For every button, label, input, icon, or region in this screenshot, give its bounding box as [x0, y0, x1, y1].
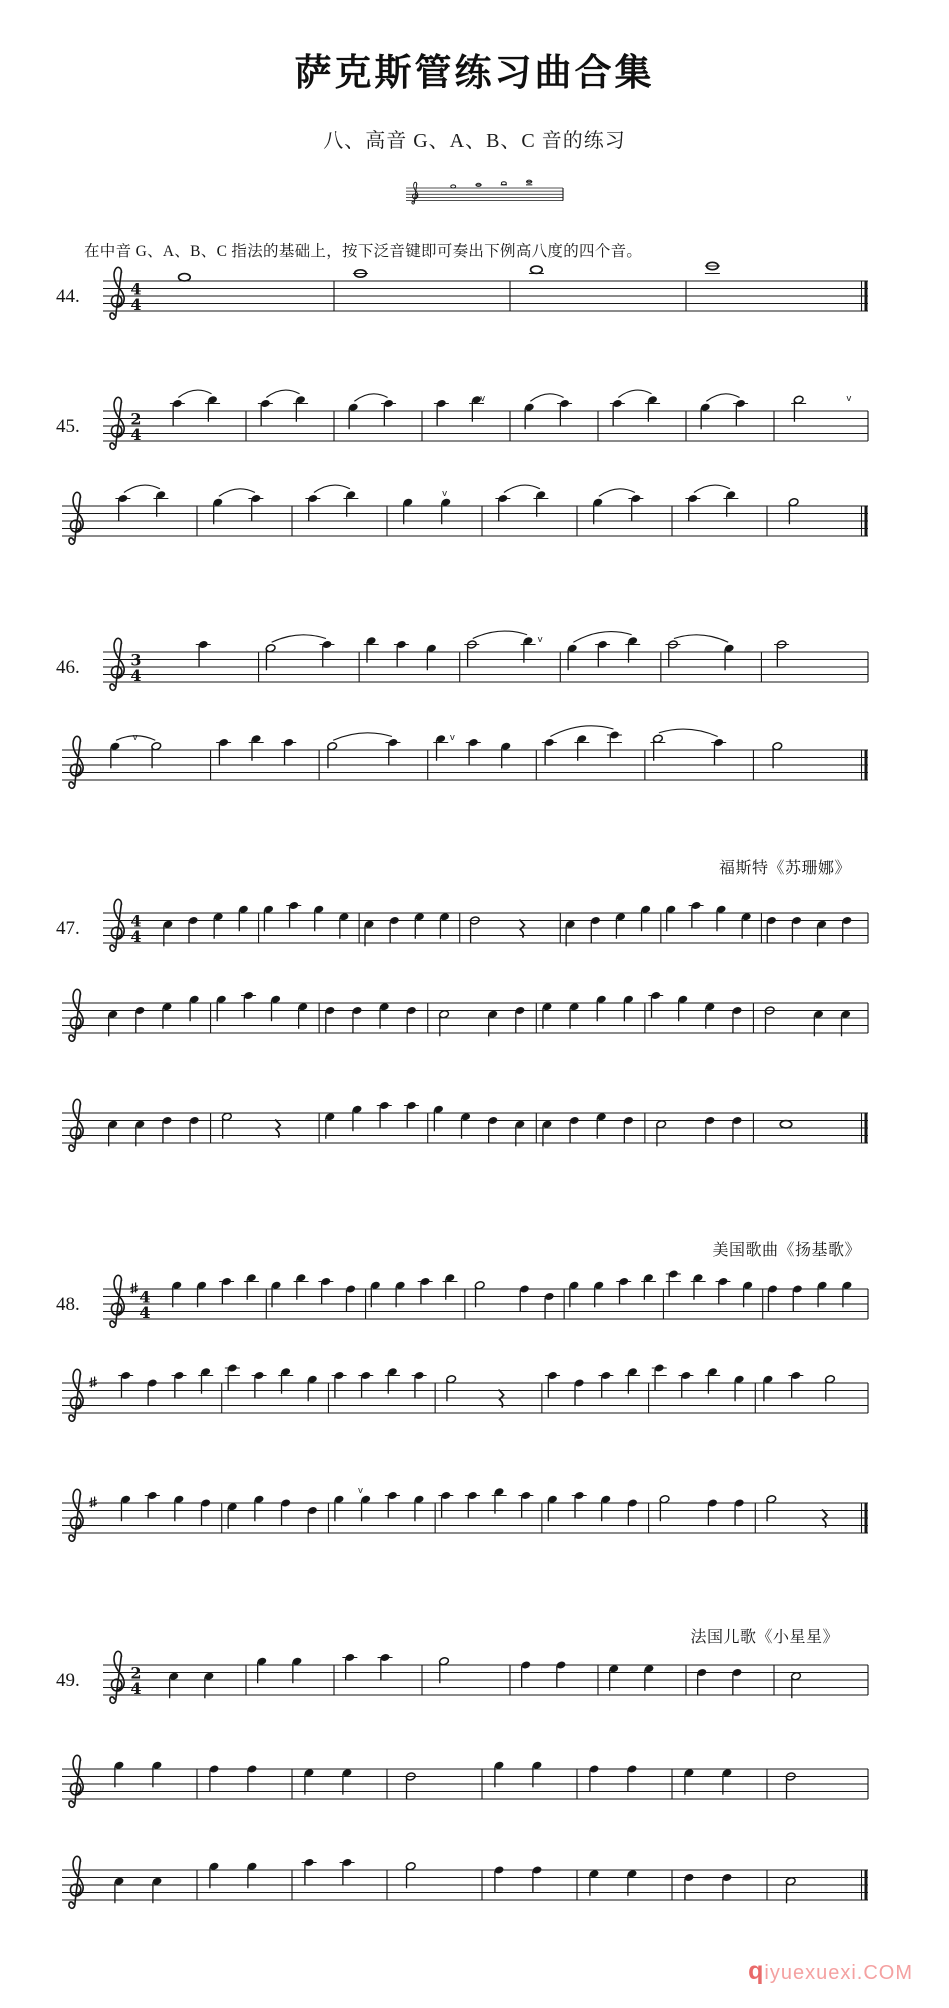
breath-mark: v — [358, 1485, 363, 1496]
treble-clef-icon — [110, 899, 124, 951]
staff-lines — [62, 1769, 868, 1799]
svg-text:4: 4 — [130, 425, 142, 444]
whole-note — [179, 274, 191, 281]
time-signature — [130, 410, 141, 445]
sharp-icon — [89, 1497, 96, 1508]
time-signature — [139, 1288, 150, 1323]
notes — [163, 901, 852, 946]
whole-note — [451, 185, 456, 188]
staff-lines — [406, 188, 563, 201]
quarter-rest — [520, 920, 525, 937]
annotation-susanna: 福斯特《苏珊娜》 — [718, 860, 851, 877]
treble-clef-icon — [110, 638, 124, 690]
exercise-number: 45. — [56, 416, 80, 437]
staff-lines — [103, 411, 868, 441]
treble-clef-icon — [69, 736, 83, 788]
slur — [550, 726, 613, 737]
staff-lines — [103, 652, 868, 682]
notes — [196, 636, 789, 670]
notes — [179, 262, 720, 281]
svg-text:2: 2 — [130, 409, 142, 429]
svg-text:4: 4 — [139, 1303, 151, 1322]
treble-clef-icon — [69, 492, 83, 544]
notes — [118, 1363, 835, 1407]
svg-text:4: 4 — [130, 1679, 142, 1698]
whole-note — [501, 182, 506, 185]
annotation-little-star: 法国儿歌《小星星》 — [690, 1629, 839, 1646]
music-system-ex49-line3 — [0, 1830, 949, 1948]
music-system-ex44-line1 — [0, 241, 949, 359]
staff-lines — [103, 281, 868, 311]
staff-lines — [62, 506, 868, 536]
staff-lines — [62, 750, 868, 780]
slur — [272, 635, 326, 642]
staff-lines — [103, 1289, 868, 1319]
time-signature — [130, 280, 141, 315]
slur — [266, 390, 299, 397]
treble-clef-icon — [110, 397, 124, 449]
staff-lines — [62, 1870, 868, 1900]
slur — [674, 635, 728, 642]
notes — [108, 991, 851, 1036]
breath-mark: v — [442, 488, 448, 499]
exercise-number: 44. — [56, 286, 80, 307]
slur — [573, 632, 631, 643]
staff-lines — [62, 1383, 868, 1413]
page-title: 萨克斯管练习曲合集 — [294, 53, 655, 94]
slur — [659, 729, 718, 736]
slur — [504, 485, 540, 492]
breath-mark: v — [450, 732, 455, 743]
sharp-icon — [130, 1283, 137, 1294]
music-system-ex47-line3 — [0, 1073, 949, 1191]
exercise-number: 47. — [56, 918, 80, 939]
breath-mark: v — [846, 393, 852, 404]
music-system-ex48-line2 — [0, 1343, 949, 1461]
treble-clef-icon — [69, 1489, 83, 1541]
quarter-rest — [822, 1510, 827, 1527]
quarter-rest — [499, 1390, 504, 1407]
watermark-first-letter: q — [748, 1957, 765, 1985]
svg-text:4: 4 — [130, 279, 142, 299]
exercise-number: 48. — [56, 1294, 80, 1315]
slur — [694, 485, 730, 492]
treble-clef-icon — [69, 989, 83, 1041]
svg-text:4: 4 — [130, 295, 142, 314]
notes — [169, 1653, 802, 1698]
staff-lines — [62, 1503, 868, 1533]
slur — [530, 394, 563, 401]
treble-clef-icon — [69, 1099, 83, 1151]
breath-mark: v — [537, 634, 543, 645]
staff-lines — [103, 1665, 868, 1695]
notes — [451, 180, 533, 188]
music-system-ex45-line2 — [0, 466, 949, 584]
treble-clef-icon — [110, 267, 124, 319]
instruction-text: 在中音 G、A、B、C 指法的基础上，按下泛音键即可奏出下例高八度的四个音。 — [84, 243, 643, 260]
notes — [115, 490, 798, 524]
svg-text:4: 4 — [130, 666, 142, 685]
time-signature — [130, 1664, 141, 1699]
breath-mark: v — [480, 393, 486, 404]
sharp-icon — [89, 1377, 96, 1388]
notes — [114, 1761, 796, 1799]
notes — [170, 395, 806, 429]
music-system-ex47-line2 — [0, 963, 949, 1081]
time-signature — [130, 912, 141, 947]
watermark-text: iyuexuexi.COM — [764, 1962, 913, 1984]
time-signature — [130, 651, 141, 686]
music-system-ex48-line3 — [0, 1463, 949, 1581]
slur — [314, 485, 350, 492]
exercise-number: 49. — [56, 1670, 80, 1691]
svg-text:4: 4 — [130, 927, 142, 946]
svg-text:3: 3 — [130, 650, 142, 670]
music-system-ex46-line2 — [0, 710, 949, 828]
treble-clef-icon — [110, 1651, 124, 1703]
treble-clef-icon — [69, 1369, 83, 1421]
slur — [219, 489, 255, 496]
breath-mark: v — [132, 732, 138, 743]
whole-note — [780, 1121, 792, 1128]
slur — [333, 733, 392, 740]
slur — [178, 390, 211, 397]
slur — [473, 631, 527, 638]
annotation-yankee-doodle: 美国歌曲《扬基歌》 — [712, 1242, 861, 1259]
slur — [706, 394, 739, 401]
watermark-link[interactable] — [748, 1957, 913, 1985]
page-subtitle: 八、高音 G、A、B、C 音的练习 — [323, 130, 626, 152]
svg-text:4: 4 — [130, 911, 142, 931]
slur — [618, 390, 651, 397]
svg-text:2: 2 — [130, 1663, 142, 1683]
treble-clef-icon — [69, 1856, 83, 1908]
treble-clef-icon — [69, 1755, 83, 1807]
svg-text:4: 4 — [139, 1287, 151, 1307]
slur — [124, 485, 160, 492]
exercise-number: 46. — [56, 657, 80, 678]
slur — [599, 489, 635, 496]
whole-note — [531, 266, 543, 273]
treble-clef-icon — [110, 1275, 124, 1327]
slur — [354, 394, 387, 401]
notes — [114, 1858, 796, 1903]
staff-lines — [62, 1003, 868, 1033]
quarter-rest — [276, 1120, 281, 1137]
